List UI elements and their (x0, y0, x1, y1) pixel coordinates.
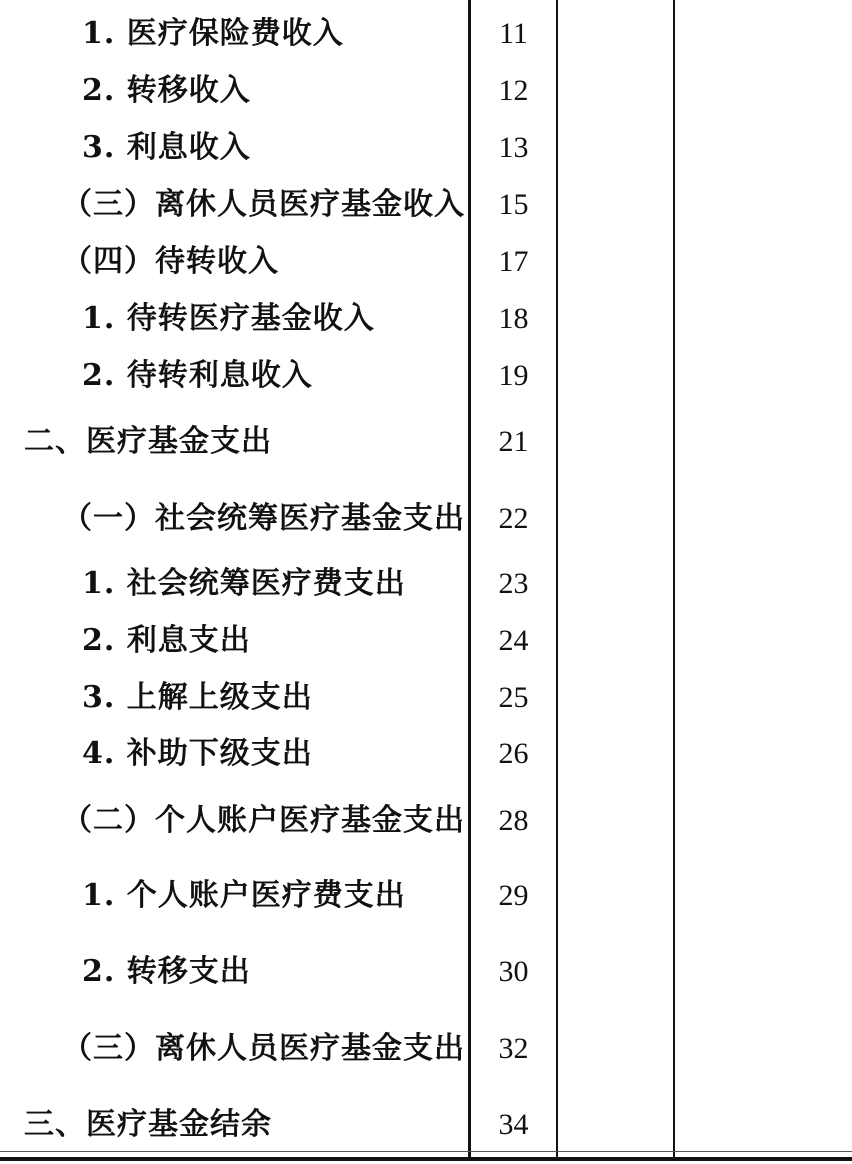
row-code: 11 (499, 17, 528, 50)
row-label: 1. 个人账户医疗费支出 (82, 878, 406, 913)
row-code: 13 (498, 131, 529, 164)
row-label: 2. 转移支出 (82, 954, 251, 989)
row-label: （一）社会统筹医疗基金支出 (62, 501, 465, 536)
row-label: 3. 利息收入 (82, 130, 251, 165)
table-row (0, 67, 852, 115)
row-code: 24 (498, 624, 529, 657)
row-code: 18 (498, 302, 529, 335)
row-label: 2. 转移收入 (82, 73, 251, 108)
row-label: 二、医疗基金支出 (24, 424, 272, 459)
row-label: 2. 利息支出 (82, 623, 251, 658)
row-code: 12 (498, 74, 529, 107)
table-row (0, 352, 852, 400)
row-code: 34 (498, 1108, 529, 1141)
table-row (0, 617, 852, 665)
row-code: 15 (498, 188, 529, 221)
row-label: 2. 待转利息收入 (82, 358, 313, 393)
row-code: 28 (498, 804, 529, 837)
table-row (0, 1101, 852, 1149)
table-row (0, 730, 852, 778)
table-row (0, 181, 852, 229)
row-label: 1. 社会统筹医疗费支出 (82, 566, 406, 601)
row-code: 32 (498, 1032, 529, 1065)
row-code: 23 (498, 567, 529, 600)
table-row (0, 295, 852, 343)
row-code: 22 (498, 502, 529, 535)
row-code: 21 (498, 425, 529, 458)
table-row (0, 495, 852, 543)
row-label: 三、医疗基金结余 (24, 1107, 272, 1142)
row-label: 4. 补助下级支出 (82, 736, 313, 771)
table-row (0, 872, 852, 920)
row-label: （四）待转收入 (62, 244, 279, 279)
row-label: （三）离休人员医疗基金收入 (62, 187, 465, 222)
row-code: 30 (498, 955, 529, 988)
row-label: 1. 医疗保险费收入 (82, 16, 344, 51)
row-code: 29 (498, 879, 529, 912)
table-row (0, 238, 852, 286)
row-code: 19 (498, 359, 529, 392)
table-row (0, 124, 852, 172)
row-code: 25 (498, 681, 529, 714)
table-row (0, 797, 852, 845)
row-label: （二）个人账户医疗基金支出 (62, 803, 465, 838)
table-row (0, 948, 852, 996)
table-row (0, 10, 852, 58)
table-row (0, 1025, 852, 1073)
table-row (0, 674, 852, 722)
row-code: 26 (498, 737, 529, 770)
table-row (0, 560, 852, 608)
row-label: 1. 待转医疗基金收入 (82, 301, 375, 336)
row-code: 17 (498, 245, 529, 278)
row-label: 3. 上解上级支出 (82, 680, 313, 715)
table-bottom-rule (0, 1157, 852, 1161)
row-label: （三）离休人员医疗基金支出 (62, 1031, 465, 1066)
table-bottom-thin-rule (0, 1151, 852, 1152)
table-row (0, 418, 852, 466)
